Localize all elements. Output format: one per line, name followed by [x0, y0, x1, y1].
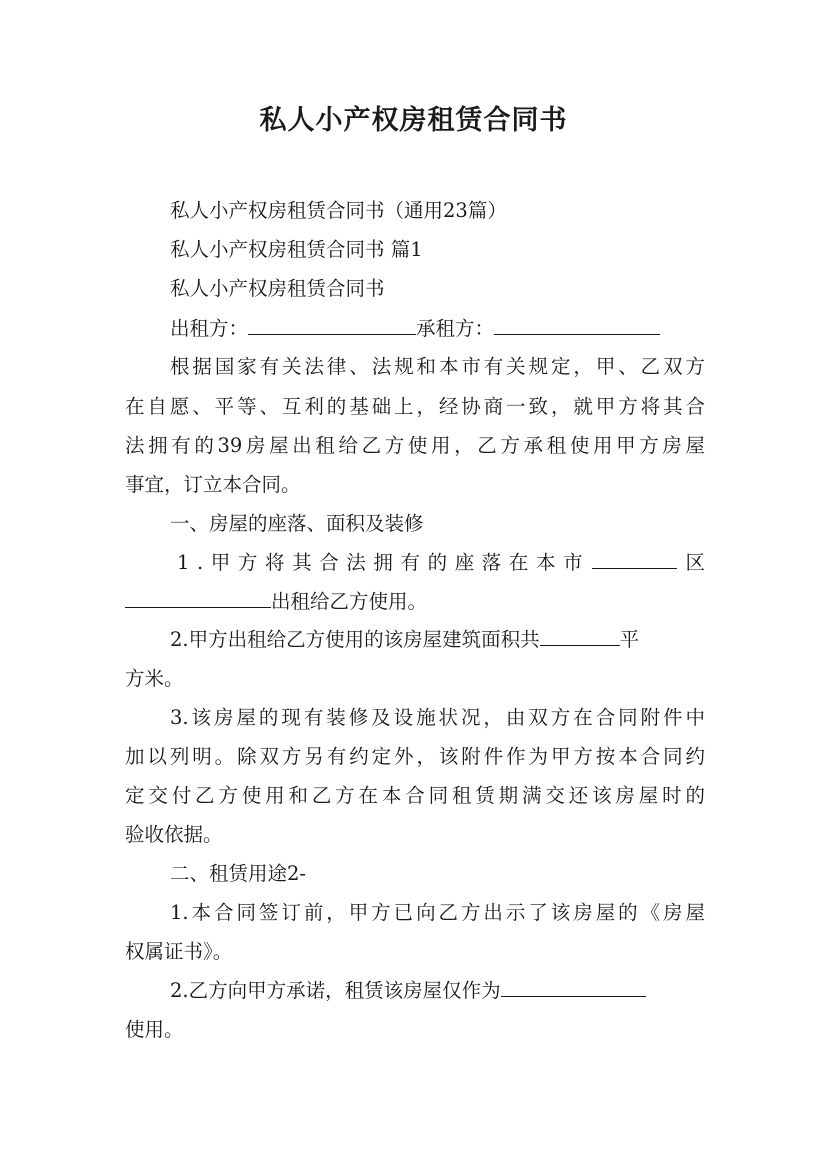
lessee-blank — [494, 314, 660, 335]
district-blank — [592, 548, 677, 569]
address-blank — [125, 587, 271, 608]
paragraph-line: 权属证书》。 — [125, 940, 233, 963]
item-2-2-end: 使用。 — [125, 1018, 184, 1041]
parties-line — [170, 314, 705, 344]
item-1-1-mid: 区 — [685, 551, 705, 574]
item-1-1-prefix: 1.甲方将其合法拥有的座落在本市 — [177, 551, 591, 574]
item-1-2-end: 方米。 — [125, 667, 184, 690]
document-title: 私人小产权房租赁合同书 — [259, 105, 568, 136]
paragraph-line: 1.本合同签订前，甲方已向乙方出示了该房屋的《房屋 — [170, 901, 705, 924]
item-2-2-prefix: 2.乙方向甲方承诺，租赁该房屋仅作为 — [170, 979, 501, 1002]
lessor-blank — [248, 314, 416, 335]
item-1-1-suffix: 出租给乙方使用。 — [271, 590, 428, 613]
paragraph-line: 3.该房屋的现有装修及设施状况，由双方在合同附件中 — [170, 706, 705, 729]
section-heading: 二、租赁用途2- — [170, 862, 306, 885]
item-1-1-line — [177, 548, 705, 578]
item-2-2-line — [170, 976, 705, 1006]
paragraph-line: 在自愿、平等、互利的基础上，经协商一致，就甲方将其合 — [125, 395, 705, 418]
item-1-2-mid: 平 — [619, 628, 640, 651]
purpose-blank — [501, 976, 646, 997]
document-subtitle: 私人小产权房租赁合同书（通用23篇） — [170, 199, 507, 222]
paragraph-line: 验收依据。 — [125, 823, 223, 846]
paragraph-line: 加以列明。除双方另有约定外，该附件作为甲方按本合同约 — [125, 745, 705, 768]
item-1-1-line2 — [125, 587, 705, 617]
lessor-label: 出租方： — [170, 317, 249, 340]
item-1-2-prefix: 2.甲方出租给乙方使用的该房屋建筑面积共 — [170, 628, 540, 651]
section-label: 私人小产权房租赁合同书 篇1 — [170, 238, 423, 261]
paragraph-line: 事宜，订立本合同。 — [125, 473, 301, 496]
contract-name: 私人小产权房租赁合同书 — [170, 277, 385, 300]
paragraph-line: 法拥有的39房屋出租给乙方使用，乙方承租使用甲方房屋 — [125, 434, 705, 457]
paragraph-line: 根据国家有关法律、法规和本市有关规定，甲、乙双方 — [170, 355, 705, 378]
lessee-label: 承租方： — [416, 317, 495, 340]
section-heading: 一、房屋的座落、面积及装修 — [170, 512, 424, 535]
item-1-2-line — [170, 625, 705, 655]
paragraph-line: 定交付乙方使用和乙方在本合同租赁期满交还该房屋时的 — [125, 784, 705, 807]
area-blank — [540, 625, 620, 646]
